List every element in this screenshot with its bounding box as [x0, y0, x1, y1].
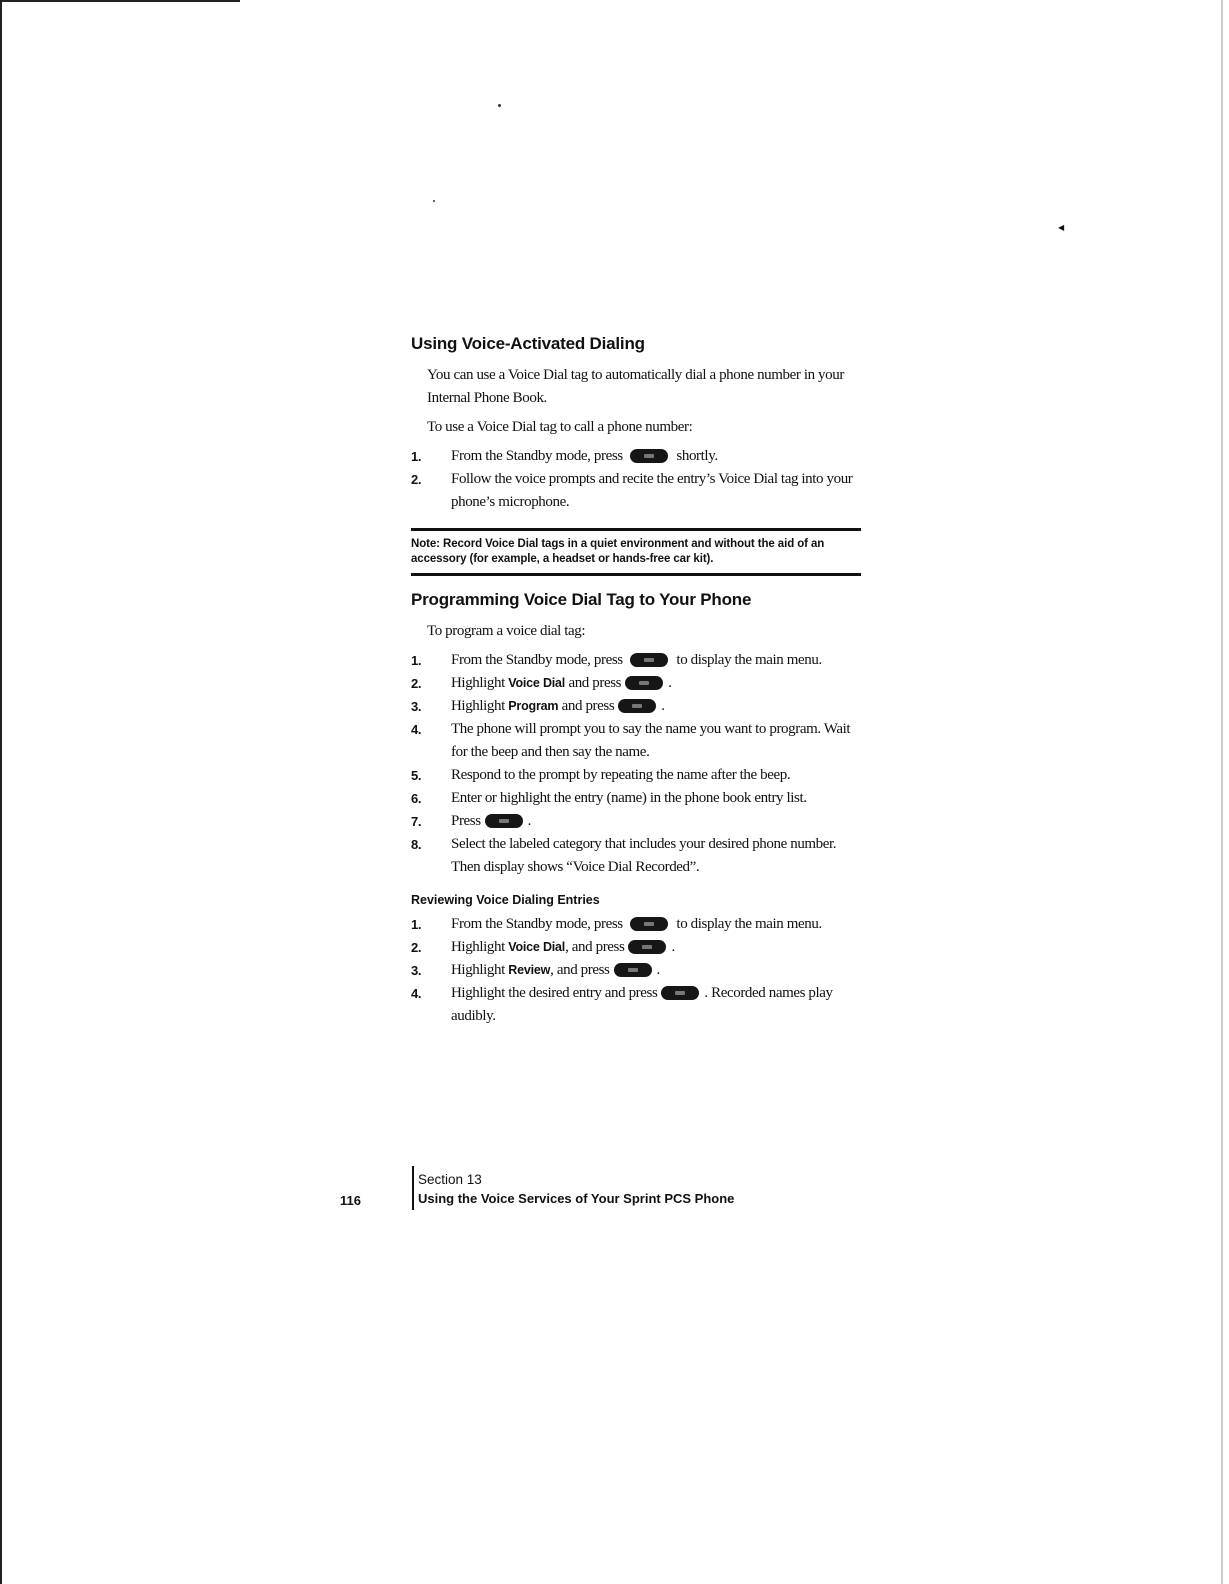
ok-key-icon: [625, 676, 663, 690]
step-text: .: [671, 939, 675, 955]
step-number: 6.: [411, 791, 422, 806]
step-text: Highlight: [451, 962, 505, 978]
menu-key-icon: [630, 917, 668, 931]
step-number: 1.: [411, 653, 422, 668]
step-number: 2.: [411, 676, 422, 691]
step-text: From the Standby mode, press: [451, 652, 623, 668]
step-number: 4.: [411, 722, 422, 737]
step-text: .: [656, 962, 660, 978]
step-item: [411, 787, 861, 810]
step-item: [411, 810, 861, 833]
step-text: Highlight: [451, 939, 505, 955]
menu-keyword: Program: [508, 699, 559, 713]
step-number: 7.: [411, 814, 422, 829]
step-item: [411, 445, 861, 468]
menu-key-icon: [630, 653, 668, 667]
scan-speck: [433, 200, 435, 202]
step-item: [411, 468, 861, 514]
section-heading-using-voice-dialing: Using Voice-Activated Dialing: [411, 334, 645, 353]
scan-top-rule: [0, 0, 240, 2]
step-text: Press: [451, 813, 481, 829]
ok-key-icon: [661, 986, 699, 1000]
step-text: shortly.: [676, 448, 718, 464]
step-item: [411, 936, 861, 959]
step-item: [411, 672, 861, 695]
footer-section-title: Using the Voice Services of Your Sprint PCS Phone: [418, 1191, 735, 1206]
step-text: Enter or highlight the entry (name) in the phone book entry list.: [451, 790, 807, 806]
footer-section-label: Section 13: [418, 1172, 482, 1187]
step-text: to display the main menu.: [676, 916, 822, 932]
scan-speck: [498, 104, 501, 107]
scan-arrow-marker: ◀: [1058, 223, 1065, 232]
step-text: Follow the voice prompts and recite the entry’s Voice Dial tag into your phone’s microphone.: [451, 471, 853, 510]
scan-left-edge: [0, 0, 2, 1584]
step-text: From the Standby mode, press: [451, 448, 623, 464]
menu-keyword: Voice Dial: [508, 676, 566, 690]
step-text: Highlight: [451, 675, 505, 691]
step-item: [411, 982, 861, 1028]
step-text: Highlight: [451, 698, 505, 714]
step-number: 1.: [411, 917, 422, 932]
steps-using: [411, 445, 861, 514]
step-text: The phone will prompt you to say the name you want to program. Wait for the beep and then say the name.: [451, 721, 851, 760]
step-text: .: [668, 675, 672, 691]
menu-keyword: Voice Dial: [508, 940, 566, 954]
subsection-heading-reviewing: Reviewing Voice Dialing Entries: [411, 893, 600, 907]
ok-key-icon: [618, 699, 656, 713]
ok-key-icon: [485, 814, 523, 828]
paragraph: To use a Voice Dial tag to call a phone number:: [427, 419, 693, 435]
step-text: Highlight the desired entry and press: [451, 985, 658, 1001]
step-text: .: [661, 698, 665, 714]
step-number: 5.: [411, 768, 422, 783]
ok-key-icon: [614, 963, 652, 977]
step-text: .: [527, 813, 532, 829]
step-item: [411, 833, 861, 879]
step-number: 2.: [411, 472, 422, 487]
step-text: , and press: [550, 962, 610, 978]
section-heading-programming: Programming Voice Dial Tag to Your Phone: [411, 590, 752, 609]
scan-right-edge: [1221, 0, 1223, 1584]
step-text: and press: [568, 675, 622, 691]
step-number: 3.: [411, 963, 422, 978]
note-box: [411, 528, 861, 576]
step-text: Select the labeled category that includes your desired phone number. Then display shows “Voice Dial Recorded”.: [451, 836, 837, 875]
steps-reviewing: [411, 913, 861, 1028]
step-item: [411, 913, 861, 936]
step-text: From the Standby mode, press: [451, 916, 623, 932]
step-number: 1.: [411, 449, 422, 464]
step-item: [411, 695, 861, 718]
talk-key-icon: [630, 449, 668, 463]
manual-page-content: [411, 334, 861, 1028]
step-item: [411, 718, 861, 764]
step-item: [411, 764, 861, 787]
step-number: 2.: [411, 940, 422, 955]
step-number: 3.: [411, 699, 422, 714]
step-text: and press: [561, 698, 615, 714]
steps-programming: [411, 649, 861, 879]
note-label: Note:: [411, 538, 440, 550]
step-text: , and press: [565, 939, 625, 955]
step-item: [411, 649, 861, 672]
step-item: [411, 959, 861, 982]
step-text: . Recorded names play audibly.: [451, 985, 833, 1024]
footer-divider: [412, 1166, 414, 1210]
ok-key-icon: [628, 940, 666, 954]
paragraph: To program a voice dial tag:: [427, 623, 586, 639]
menu-keyword: Review: [508, 963, 551, 977]
note-text: Record Voice Dial tags in a quiet environment and without the aid of an accessory (for example, a headset or hands-free car kit).: [411, 538, 825, 565]
step-text: to display the main menu.: [676, 652, 822, 668]
step-number: 8.: [411, 837, 422, 852]
page-number: 116: [340, 1193, 361, 1208]
paragraph: You can use a Voice Dial tag to automatically dial a phone number in your Internal Phone Book.: [427, 367, 844, 406]
step-number: 4.: [411, 986, 422, 1001]
step-text: Respond to the prompt by repeating the name after the beep.: [451, 767, 791, 783]
